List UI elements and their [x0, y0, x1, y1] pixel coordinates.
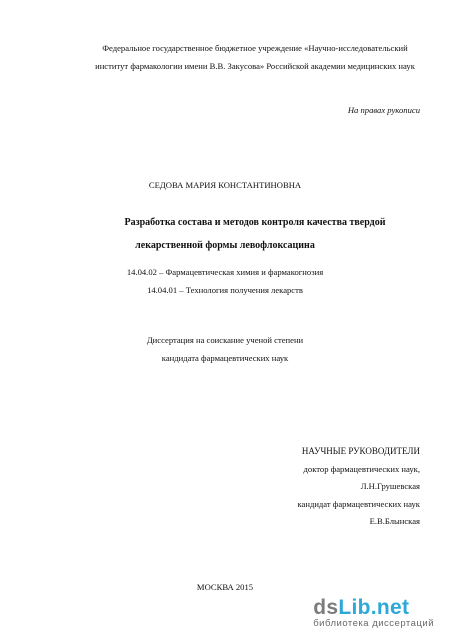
supervisor-2-name: Е.В.Блынская	[369, 516, 420, 526]
thesis-title-line-2: лекарственной формы левофлоксацина	[135, 240, 315, 251]
specialty-2: 14.04.01 – Технология получения лекарств	[147, 285, 303, 295]
organization-line-2: институт фармакологии имени В.В. Закусова» Российской академии медицинских наук	[95, 61, 415, 71]
dslib-logo	[313, 598, 434, 618]
thesis-title-line-1: Разработка состава и методов контроля качества твердой	[124, 217, 386, 228]
logo-net-part: .net	[370, 596, 410, 619]
specialty-1: 14.04.02 – Фармацевтическая химия и фармакогнозия	[126, 267, 324, 277]
supervisor-2-degree: кандидат фармацевтических наук	[297, 499, 420, 509]
dissertation-type-line-2: кандидата фармацевтических наук	[161, 353, 289, 363]
author-name: СЕДОВА МАРИЯ КОНСТАНТИНОВНА	[148, 180, 302, 190]
dissertation-type-line-1: Диссертация на соискание ученой степени	[146, 335, 304, 345]
watermark-subtitle: библиотека диссертаций	[313, 618, 434, 629]
logo-ds-part: ds	[313, 596, 339, 619]
organization-line-1: Федеральное государственное бюджетное учреждение «Научно-исследовательский	[102, 43, 408, 53]
dslib-watermark[interactable]	[307, 596, 440, 631]
city-year: МОСКВА 2015	[196, 582, 254, 592]
supervisors-heading: НАУЧНЫЕ РУКОВОДИТЕЛИ	[301, 446, 420, 456]
supervisor-1-degree: доктор фармацевтических наук,	[303, 464, 420, 474]
supervisor-1-name: Л.Н.Грушевская	[360, 481, 420, 491]
logo-lib-part: Lib	[338, 596, 371, 619]
rights-notice: На правах рукописи	[347, 105, 420, 115]
